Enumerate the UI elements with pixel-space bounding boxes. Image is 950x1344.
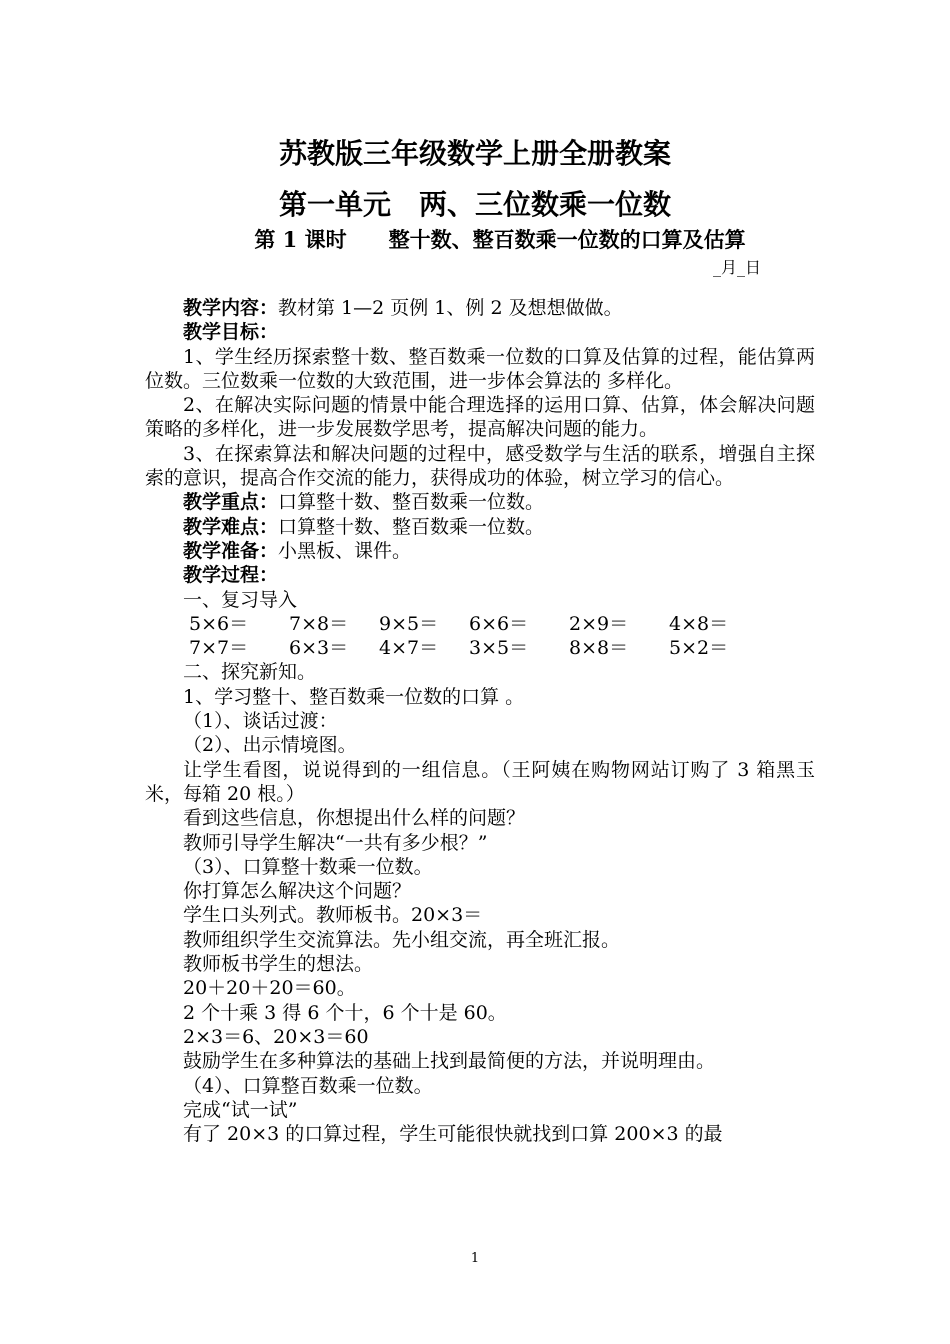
label-teaching-content: 教学内容： [183,297,279,319]
calc-item: 6×6＝ [469,612,529,635]
calc-item: 6×3＝ [289,637,349,660]
process-line: 2×3＝6、20×3＝60 [183,1025,369,1048]
section-review: 一、复习导入 [183,588,298,611]
process-line: 2 个十乘 3 得 6 个十，6 个十是 60。 [183,1001,507,1024]
process-line: 完成“试一试” [183,1098,298,1121]
text-difficult-point: 口算整十数、整百数乘一位数。 [278,515,545,538]
process-line: 教师组织学生交流算法。先小组交流，再全班汇报。 [183,928,621,951]
goal-1: 1、学生经历探索整十数、整百数乘一位数的口算及估算的过程，能估算两位数。三位数乘一位数的大致范围，进一步体会算法的 多样化。 [145,345,815,392]
label-goals: 教学目标： [183,321,279,344]
label-key-point: 教学重点： [183,491,279,514]
calc-item: 5×2＝ [669,637,729,660]
calc-row-2 [189,636,815,660]
process-line: 看到这些信息，你想提出什么样的问题？ [183,807,526,830]
page-number: 1 [470,1251,480,1266]
label-preparation: 教学准备： [183,539,279,562]
calc-item: 7×7＝ [189,637,249,660]
calc-row-1 [189,612,815,636]
process-line: 鼓励学生在多种算法的基础上找到最简便的方法，并说明理由。 [183,1050,716,1073]
process-line: 教师板书学生的想法。 [183,953,374,976]
calc-item: 2×9＝ [569,612,629,635]
teaching-content [145,296,815,320]
process-line: 教师引导学生解决“一共有多少根？” [183,831,488,854]
lesson-title: 第 1 课时 整十数、整百数乘一位数的口算及估算 [254,227,746,252]
process-line: （4）、口算整百数乘一位数。 [183,1074,433,1097]
book-title: 苏教版三年级数学上册全册教案 [278,137,671,170]
goal-2: 2、在解决实际问题的情景中能合理选择的运用口算、估算，体会解决问题策略的多样化，进一步发展数学思考，提高解决问题的能力。 [145,394,815,441]
process-line: （2）、出示情境图。 [183,734,357,757]
section-explore: 二、探究新知。 [183,661,317,684]
label-difficult-point: 教学难点： [183,515,279,538]
calc-item: 7×8＝ [289,612,349,635]
process-line: 20＋20＋20＝60。 [183,977,356,1000]
key-point [145,490,815,514]
label-process: 教学过程： [183,564,279,587]
process-line: 1、学习整十、整百数乘一位数的口算 。 [183,685,525,708]
process-line: 有了 20×3 的口算过程，学生可能很快就找到口算 200×3 的最 [183,1123,723,1146]
preparation [145,539,815,563]
difficult-point [145,515,815,539]
calc-item: 3×5＝ [469,637,529,660]
goal-3: 3、在探索算法和解决问题的过程中，感受数学与生活的联系，增强自主探索的意识，提高合作交流的能力，获得成功的体验，树立学习的信心。 [145,442,815,490]
lesson-body [145,296,815,1146]
text-teaching-content: 教材第 1—2 页例 1、例 2 及想想做做。 [278,297,623,319]
process-line: （3）、口算整十数乘一位数。 [183,855,433,878]
calc-item: 8×8＝ [569,637,629,660]
date-field: _月_日 [713,258,762,277]
text-key-point: 口算整十数、整百数乘一位数。 [278,491,545,514]
text-preparation: 小黑板、课件。 [278,539,412,562]
process-line: 你打算怎么解决这个问题？ [183,880,412,903]
calc-item: 5×6＝ [189,612,249,635]
unit-title: 第一单元 两、三位数乘一位数 [278,188,671,221]
calc-item: 4×8＝ [669,612,729,635]
process-line: 让学生看图，说说得到的一组信息。（王阿姨在购物网站订购了 3 箱黑玉米，每箱 20 根。） [145,758,815,805]
process-line: 学生口头列式。教师板书。20×3＝ [183,904,483,927]
calc-item: 9×5＝ [379,612,439,635]
calc-item: 4×7＝ [379,637,439,660]
process-line: （1）、谈话过渡： [183,710,338,733]
